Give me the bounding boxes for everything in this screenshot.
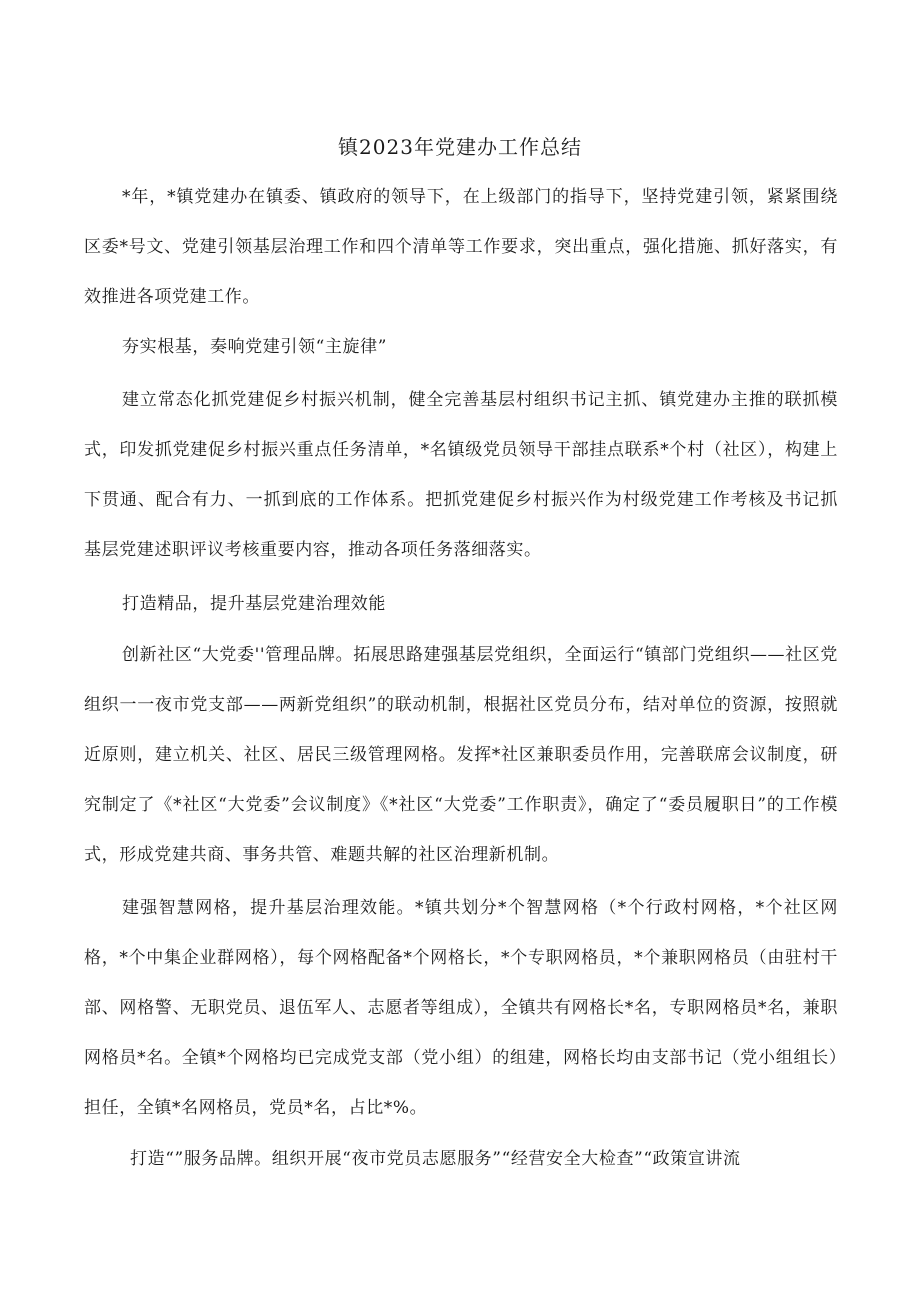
document-title: 镇2023年党建办工作总结 xyxy=(338,135,582,159)
paragraph-community-party-committee: 创新社区“大党委''管理品牌。拓展思路建强基层党组织，全面运行“镇部门党组织——社区党组织一一夜市党支部——两新党组织”的联动机制，根据社区党员分布，结对单位的资源，按照就近原则，建立机关、社区、居民三级管理网格。发挥*社区兼职委员作用，完善联席会议制度，研究制定了《*社区“大党委”会议制度》《*社区“大党委”工作职责》，确定了“委员履职日”的工作模式，形成党建共商、事务共管、难题共解的社区治理新机制。 xyxy=(84,645,838,865)
paragraph-service-brand: 打造“”服务品牌。组织开展“夜市党员志愿服务”“经营安全大检查”“政策宣讲流 xyxy=(130,1149,741,1169)
paragraph-smart-grid: 建强智慧网格，提升基层治理效能。*镇共划分*个智慧网格（*个行政村网格，*个社区网格，*个中集企业群网格），每个网格配备*个网格长，*个专职网格员，*个兼职网格员（由驻村干部、网格警、无职党员、退伍军人、志愿者等组成），全镇共有网格长*名，专职网格员*名，兼职网格员*名。全镇*个网格均已完成党支部（党小组）的组建，网格长均由支部书记（党小组组长）担任，全镇*名网格员，党员*名，占比*%。 xyxy=(84,898,838,1118)
section-heading-foundation: 夯实根基，奏响党建引领“主旋律” xyxy=(122,337,387,357)
paragraph-intro: *年，*镇党建办在镇委、镇政府的领导下，在上级部门的指导下，坚持党建引领，紧紧围绕区委*号文、党建引领基层治理工作和四个清单等工作要求，突出重点，强化措施、抓好落实，有效推进各项党建工作。 xyxy=(84,187,838,307)
section-heading-quality: 打造精品，提升基层党建治理效能 xyxy=(122,594,386,614)
paragraph-rural-revitalization: 建立常态化抓党建促乡村振兴机制，健全完善基层村组织书记主抓、镇党建办主推的联抓模式，印发抓党建促乡村振兴重点任务清单，*名镇级党员领导干部挂点联系*个村（社区），构建上下贯通、配合有力、一抓到底的工作体系。把抓党建促乡村振兴作为村级党建工作考核及书记抓基层党建述职评议考核重要内容，推动各项任务落细落实。 xyxy=(84,390,838,560)
